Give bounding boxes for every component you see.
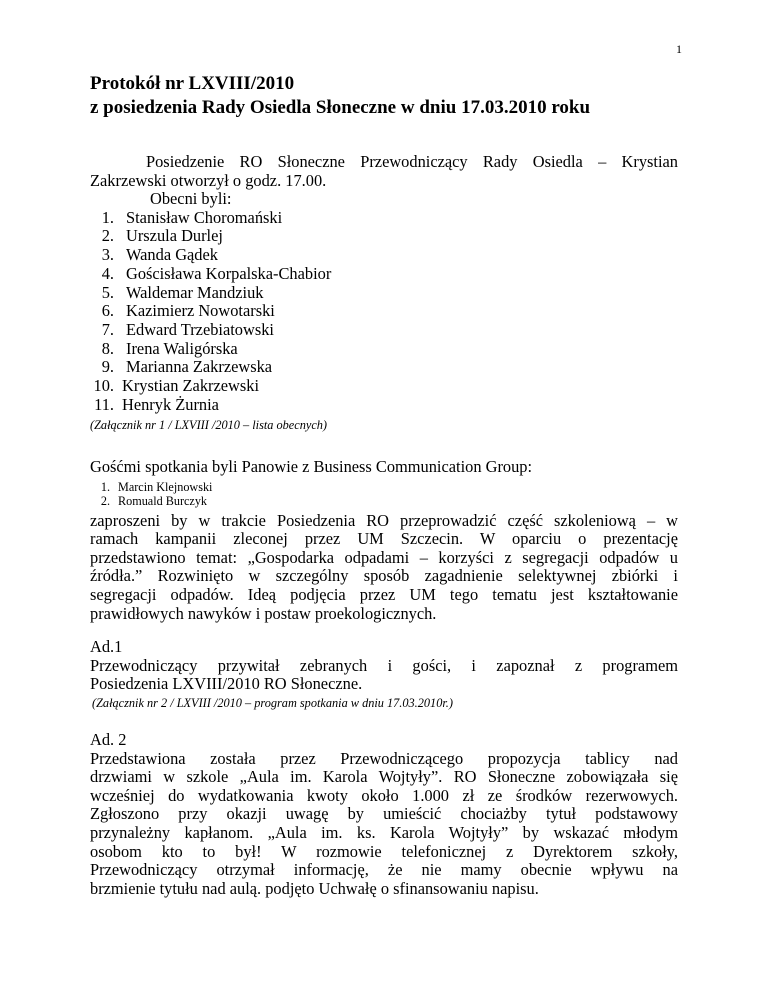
paragraph-line: zaproszeni by w trakcie Posiedzenia RO przeprowadzić część szkoleniową – w bbox=[90, 510, 678, 530]
paragraph-line: osobom kto to był! W rozmowie telefonicznej z Dyrektorem szkoły, bbox=[90, 841, 678, 861]
paragraph-line: Przedstawiona została przez Przewodniczącego propozycja tablicy nad bbox=[90, 748, 678, 768]
member-name: Stanisław Choromański bbox=[126, 207, 283, 227]
member-number: 4. bbox=[101, 263, 114, 283]
paragraph-line: prawidłowych nawyków i postaw proekologicznych. bbox=[90, 603, 437, 623]
member-name: Kazimierz Nowotarski bbox=[126, 301, 275, 321]
list-item bbox=[90, 358, 678, 377]
page-number: 1 bbox=[676, 42, 682, 56]
paragraph-line: przedstawiono temat: „Gospodarka odpadami – korzyści z segregacji odpadów u bbox=[90, 547, 678, 567]
title-line-2: z posiedzenia Rady Osiedla Słoneczne w dniu 17.03.2010 roku bbox=[90, 97, 591, 118]
member-number: 9. bbox=[101, 357, 114, 377]
member-name: Waldemar Mandziuk bbox=[126, 282, 264, 302]
guests-paragraph bbox=[90, 512, 678, 624]
ad2-heading: Ad. 2 bbox=[90, 730, 127, 749]
guest-number: 2. bbox=[100, 494, 110, 509]
guests-section bbox=[90, 458, 678, 623]
guest-name: Romuald Burczyk bbox=[118, 494, 208, 509]
member-name: Gościsława Korpalska-Chabior bbox=[126, 263, 332, 283]
member-number: 8. bbox=[101, 338, 114, 358]
member-number: 1. bbox=[101, 207, 114, 227]
intro-line-1: Posiedzenie RO Słoneczne Przewodniczący Rady Osiedla – Krystian bbox=[146, 152, 678, 171]
member-number: 2. bbox=[101, 226, 114, 246]
guests-intro: Gośćmi spotkania byli Panowie z Business Communication Group: bbox=[90, 457, 533, 476]
ad2-section bbox=[90, 731, 678, 898]
list-item bbox=[90, 396, 678, 415]
paragraph-line: przynależny kapłanom. „Aula im. ks. Karola Wojtyły” by wskazać młodym bbox=[90, 822, 678, 842]
guest-name: Marcin Klejnowski bbox=[118, 479, 213, 494]
list-item bbox=[90, 284, 678, 303]
paragraph-line: Przewodniczący przywitał zebranych i gości, i zapoznał z programem bbox=[90, 655, 678, 675]
paragraph-line: Przewodniczący otrzymał informację, że nie mamy obecnie wpływu na bbox=[90, 860, 678, 880]
list-item bbox=[90, 302, 678, 321]
member-name: Urszula Durlej bbox=[126, 226, 223, 246]
paragraph-line: brzmienie tytułu nad aulą. podjęto Uchwałę o sfinansowaniu napisu. bbox=[90, 878, 539, 898]
member-number: 5. bbox=[101, 282, 114, 302]
member-name: Krystian Zakrzewski bbox=[122, 376, 259, 396]
paragraph-line: wcześniej do wydatkowania kwoty około 1.000 zł ze środków rezerwowych. bbox=[90, 785, 678, 805]
list-item bbox=[90, 265, 678, 284]
ad1-section bbox=[90, 638, 678, 712]
member-name: Edward Trzebiatowski bbox=[126, 320, 274, 339]
paragraph-line: Posiedzenia LXVIII/2010 RO Słoneczne. bbox=[90, 674, 363, 694]
list-item bbox=[90, 494, 678, 509]
member-name: Henryk Żurnia bbox=[122, 394, 219, 414]
list-item bbox=[90, 227, 678, 246]
attachment-note-2: (Załącznik nr 2 / LXVIII /2010 – program spotkania w dniu 17.03.2010r.) bbox=[92, 695, 453, 710]
member-name: Irena Waligórska bbox=[126, 338, 238, 358]
list-item bbox=[90, 340, 678, 359]
paragraph-line: drzwiami w szkole „Aula im. Karola Wojtyły”. RO Słoneczne zobowiązała się bbox=[90, 767, 678, 787]
title-line-1: Protokół nr LXVIII/2010 bbox=[90, 73, 295, 94]
member-number: 6. bbox=[101, 301, 114, 321]
attachment-note-1: (Załącznik nr 1 / LXVIII /2010 – lista obecnych) bbox=[90, 417, 328, 432]
guests-list bbox=[90, 480, 678, 509]
paragraph-line: ramach kampanii zleconej przez UM Szczecin. W oparciu o prezentację bbox=[90, 529, 678, 549]
present-label: Obecni byli: bbox=[150, 189, 232, 209]
intro-section bbox=[90, 153, 678, 434]
list-item bbox=[90, 246, 678, 265]
members-list bbox=[90, 209, 678, 415]
member-name: Marianna Zakrzewska bbox=[126, 357, 273, 377]
list-item bbox=[90, 480, 678, 495]
list-item bbox=[90, 209, 678, 228]
paragraph-line: Zgłoszono przy okazji uwagę by umieścić chociażby tytuł podstawowy bbox=[90, 804, 678, 824]
member-name: Wanda Gądek bbox=[126, 245, 218, 265]
document-title bbox=[90, 72, 590, 120]
paragraph-line: źródła.” Rozwinięto w szczególny sposób zagadnienie selektywnej zbiórki i bbox=[90, 566, 678, 586]
member-number: 7. bbox=[101, 320, 114, 339]
ad1-heading: Ad.1 bbox=[90, 637, 123, 656]
intro-line-2: Zakrzewski otworzył o godz. 17.00. bbox=[90, 170, 327, 190]
member-number: 3. bbox=[101, 245, 114, 265]
member-number: 11. bbox=[94, 394, 114, 414]
guest-number: 1. bbox=[100, 479, 110, 494]
list-item bbox=[90, 321, 678, 340]
list-item bbox=[90, 377, 678, 396]
member-number: 10. bbox=[93, 376, 114, 396]
paragraph-line: segregacji odpadów. Ideą podjęcia przez UM tego tematu jest kształtowanie bbox=[90, 584, 678, 604]
